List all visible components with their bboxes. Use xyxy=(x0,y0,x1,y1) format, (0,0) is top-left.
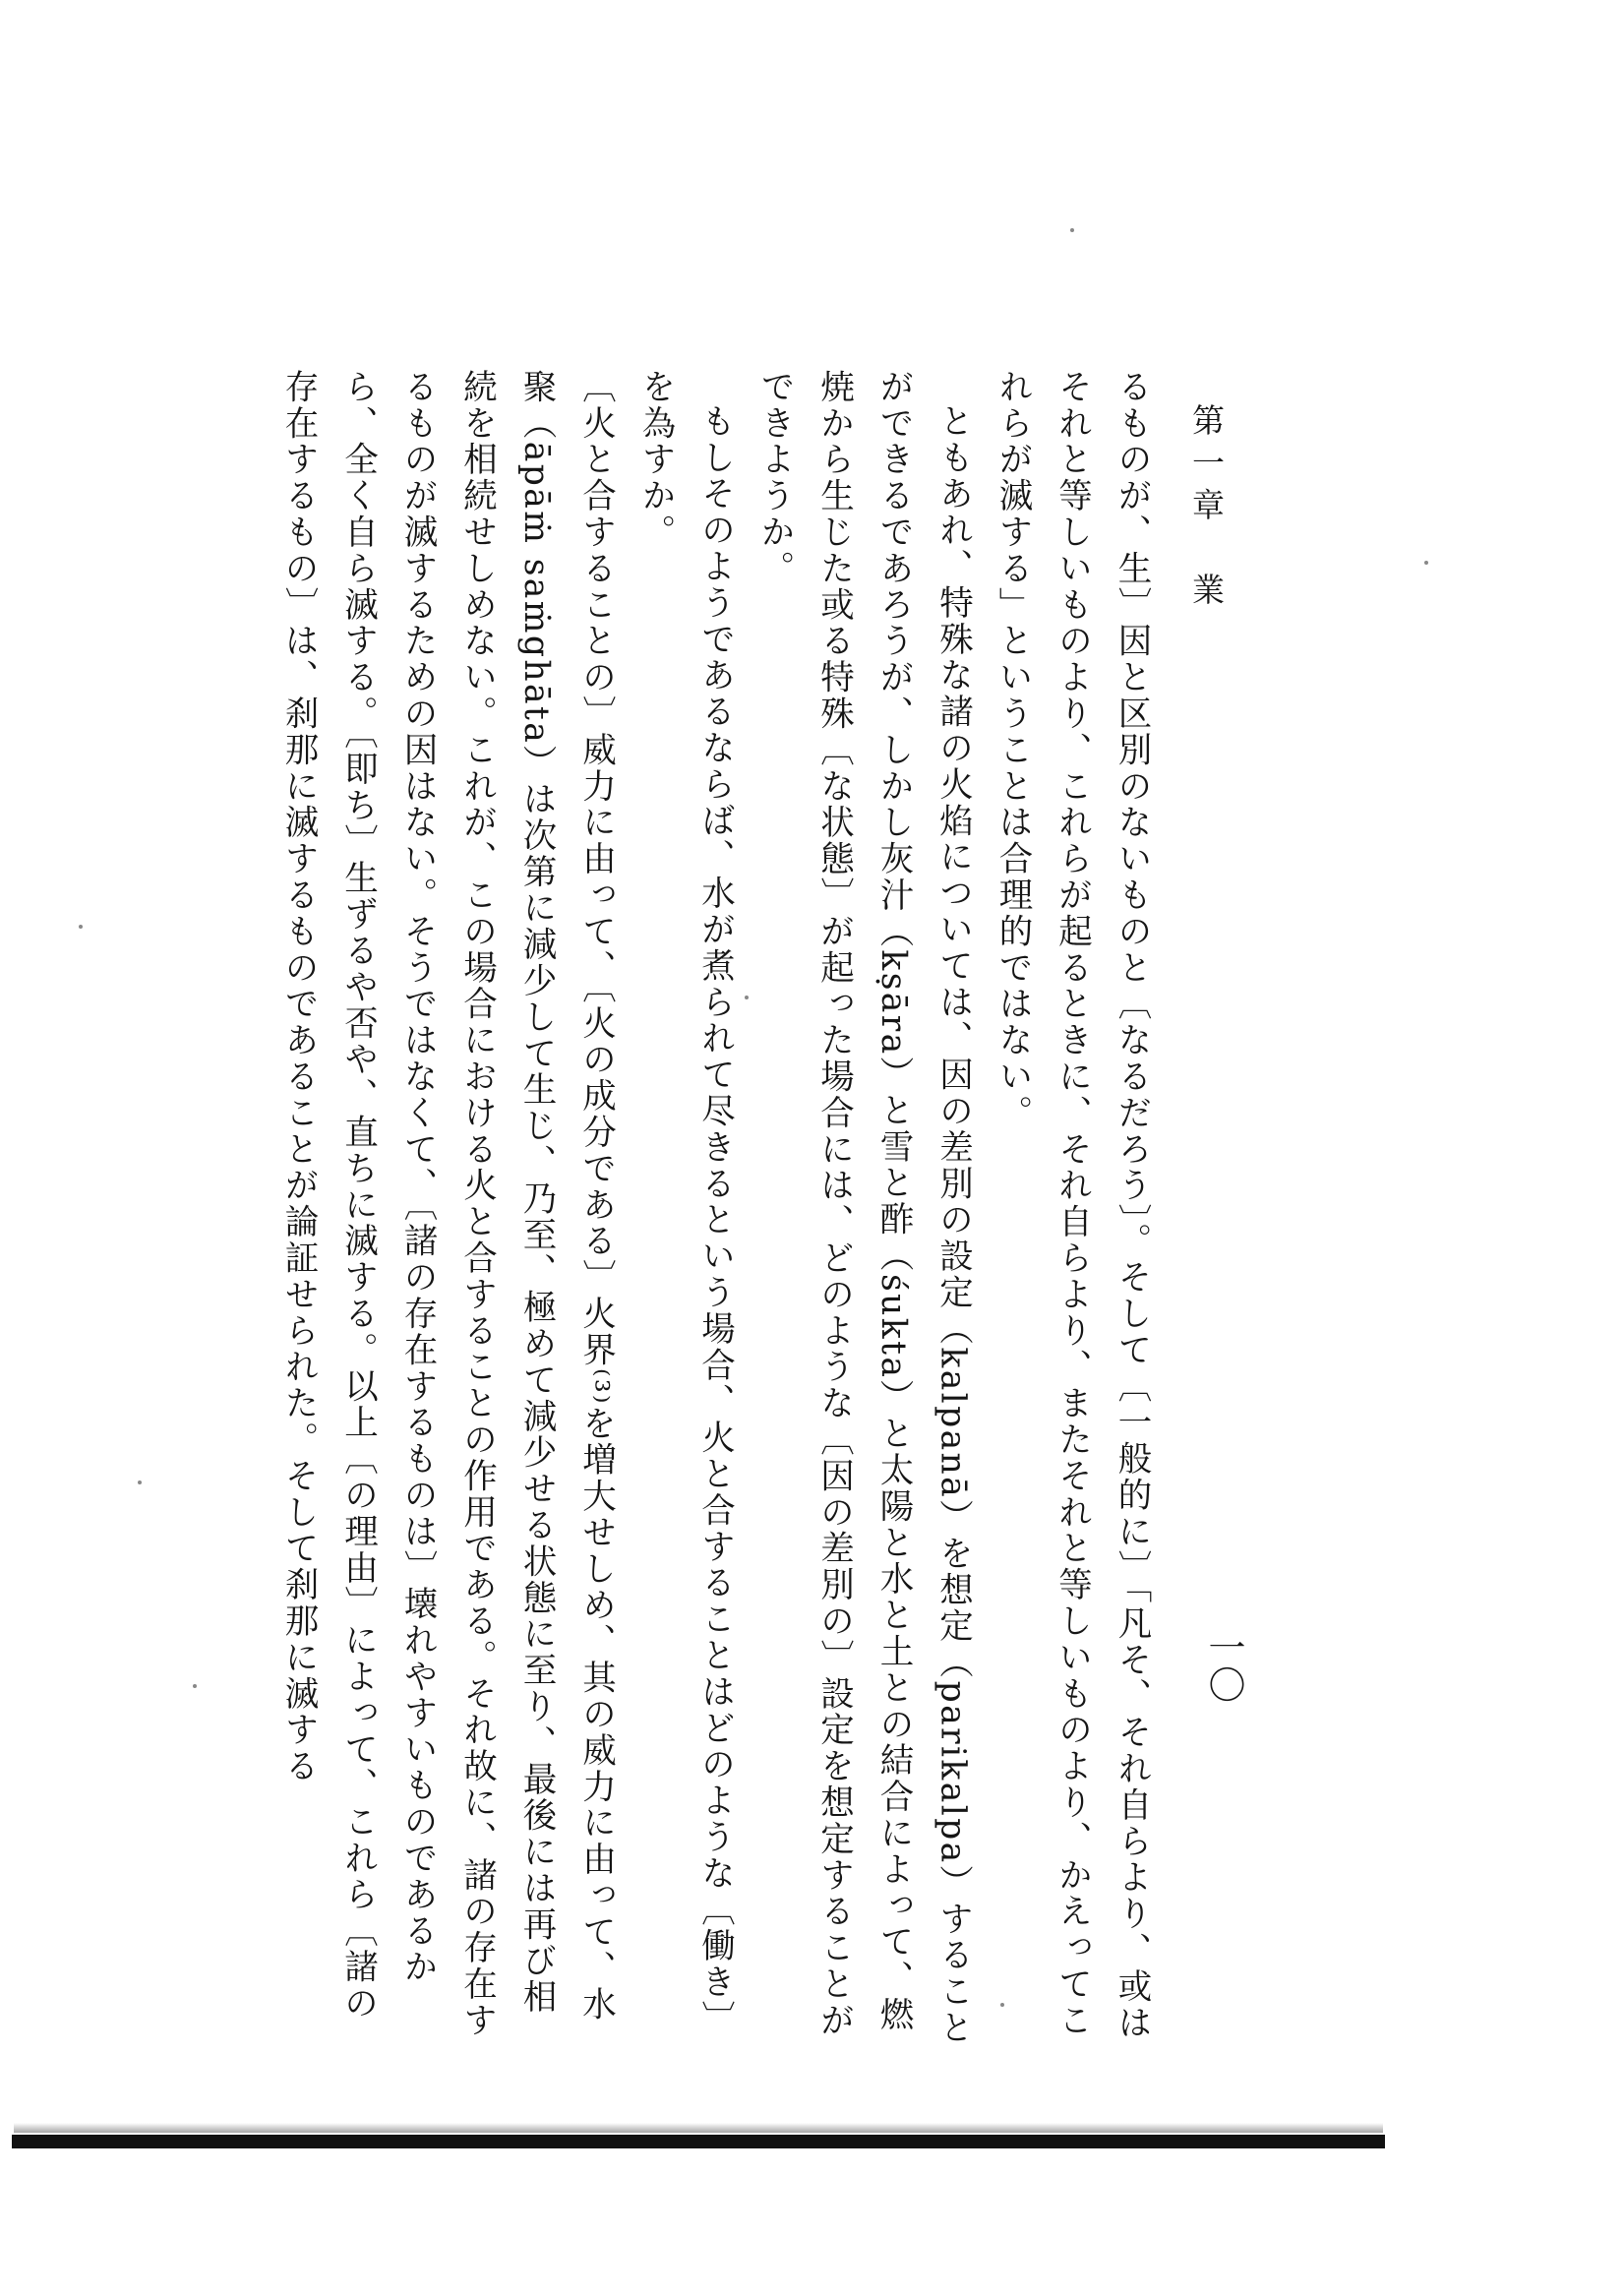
paragraph-4: 〔火と合することの〕威力に由って、〔火の成分である〕火界⁽³⁾を増大せしめ、其の威力に由って、水聚（āpāṁ saṁghāta）は次第に減少して生じ、乃至、極めて減少せる状態に至り、最後には再び相続を相続せしめない。これが、この場合における火と合することの作用である。それ故に、諸の存在するものが滅するための因はない。そうではなくて、〔諸の存在するものは〕壊れやすいものであるから、全く自ら滅する。〔即ち〕生ずるや否や、直ちに滅する。以上〔の理由〕によって、これら〔諸の存在するもの〕は、刹那に滅するものであることが論証せられた。そして刹那に滅する xyxy=(278,369,616,2039)
scan-speck xyxy=(193,1684,197,1688)
scan-speck xyxy=(1424,561,1428,565)
scan-edge-shade xyxy=(14,2123,1383,2133)
scan-edge-bar xyxy=(12,2135,1385,2148)
paragraph-2: ともあれ、特殊な諸の火焰については、因の差別の設定（kalpanā）を想定（parikalpa）することができるであろうが、しかし灰汁（kṣāra）と雪と酢（śukta）と太陽と水と土との結合によって、燃焼から生じた或る特殊〔な状態〕が起った場合には、どのような〔因の差別の〕設定を想定することができようか。 xyxy=(754,369,973,2046)
scan-speck xyxy=(1000,2003,1004,2007)
running-head: 第一章 業 xyxy=(1187,403,1226,615)
page-number: 一〇 xyxy=(1202,1628,1245,1703)
scan-speck xyxy=(138,1480,142,1484)
paragraph-1: るものが、生〕因と区別のないものと〔なるだろう〕。そして〔一般的に〕「凡そ、それ自らより、或はそれと等しいものより、これらが起るときに、それ自らより、またそれと等しいものより、かえってこれらが滅する」ということは合理的ではない。 xyxy=(992,369,1151,2041)
body-text xyxy=(216,369,1161,2051)
paragraph-3: もしそのようであるならば、水が煮られて尽きるという場合、火と合することはどのような〔働き〕を為すか。 xyxy=(635,369,735,2036)
scan-speck xyxy=(745,996,749,999)
scan-speck xyxy=(1070,228,1074,232)
scan-speck xyxy=(79,925,83,929)
